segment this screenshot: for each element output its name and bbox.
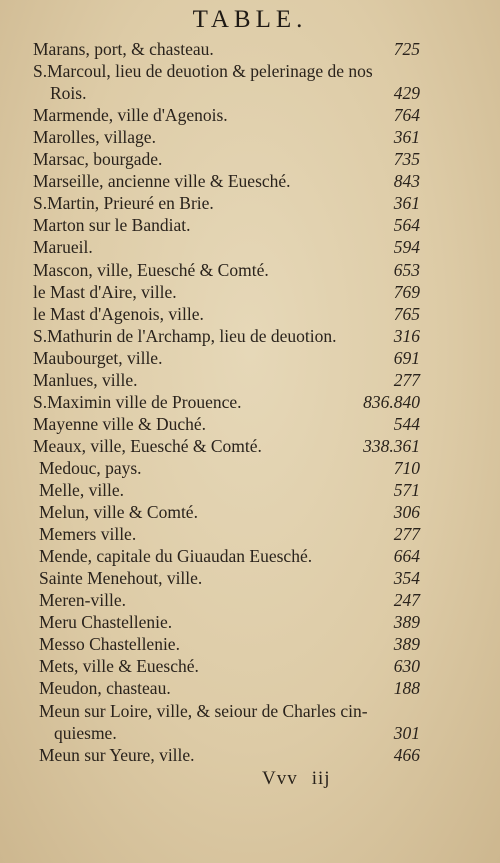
entry-page: 389	[393, 634, 420, 655]
entry-text: Meaux, ville, Euesché & Comté.	[33, 435, 262, 456]
index-entry	[33, 303, 420, 325]
index-entry	[33, 391, 420, 413]
index-entry	[50, 82, 420, 104]
entry-page: 389	[393, 612, 420, 633]
index-entry	[39, 589, 420, 611]
entry-text: Meren-ville.	[39, 590, 126, 611]
signature-letters: Vvv	[262, 768, 298, 789]
index-entry	[33, 104, 420, 126]
entry-text: Marueil.	[33, 237, 93, 258]
entry-page: 764	[393, 105, 420, 126]
index-entry	[33, 126, 420, 148]
index-entry	[39, 501, 420, 523]
entry-page: 277	[393, 369, 420, 390]
index-entry	[33, 170, 420, 192]
entry-page: 765	[393, 303, 420, 324]
entry-text: Marolles, village.	[33, 127, 156, 148]
index-entry	[33, 60, 420, 82]
entry-page: 691	[393, 347, 420, 368]
index-entry	[39, 700, 420, 722]
index-entry	[33, 369, 420, 391]
entry-page: 338.361	[363, 435, 420, 456]
index-entry	[33, 192, 420, 214]
entry-page: 306	[393, 502, 420, 523]
entry-text: Messo Chastellenie.	[39, 634, 180, 655]
entry-page: 247	[393, 590, 420, 611]
entry-text: S.Marcoul, lieu de deuotion & pelerinage de nos	[33, 61, 373, 82]
entry-page: 769	[393, 281, 420, 302]
entry-text: Marsac, bourgade.	[33, 149, 163, 170]
index-entry	[39, 567, 420, 589]
entry-page: 594	[393, 237, 420, 258]
entry-text: S.Martin, Prieuré en Brie.	[33, 193, 214, 214]
entry-page: 710	[393, 457, 420, 478]
entry-page: 361	[393, 127, 420, 148]
entry-text: Melun, ville & Comté.	[39, 502, 198, 523]
entry-text: Meun sur Loire, ville, & seiour de Charles cin-	[39, 700, 368, 721]
index-entry	[33, 236, 420, 258]
entry-text: Mascon, ville, Euesché & Comté.	[33, 259, 269, 280]
index-entry	[39, 633, 420, 655]
entry-page: 188	[393, 678, 420, 699]
entry-page: 571	[393, 480, 420, 500]
index-entry	[39, 655, 420, 677]
entry-page: 544	[393, 413, 420, 434]
index-entry	[33, 325, 420, 347]
index-entry	[33, 435, 420, 457]
entry-text: Rois.	[50, 83, 87, 104]
entry-page: 277	[393, 524, 420, 545]
entry-page: 316	[393, 325, 420, 346]
entry-page: 301	[393, 722, 420, 743]
entry-text: Memers ville.	[39, 524, 137, 545]
index-entry	[33, 259, 420, 281]
index-entry	[33, 347, 420, 369]
entry-text: Meru Chastellenie.	[39, 612, 173, 633]
entry-text: le Mast d'Aire, ville.	[33, 281, 177, 302]
entry-text: le Mast d'Agenois, ville.	[33, 303, 204, 324]
entry-text: S.Mathurin de l'Archamp, lieu de deuotion.	[33, 325, 337, 346]
entry-page: 564	[393, 215, 420, 236]
entry-text: quiesme.	[54, 722, 117, 743]
entry-page: 664	[393, 546, 420, 567]
entry-text: Meudon, chasteau.	[39, 678, 171, 699]
entry-text: Manlues, ville.	[33, 369, 138, 390]
entry-page: 630	[393, 656, 420, 677]
entry-page: 836.840	[363, 391, 420, 412]
index-entry	[33, 148, 420, 170]
entry-page: 725	[393, 39, 420, 59]
entry-text: Marseille, ancienne ville & Euesché.	[33, 171, 291, 192]
entry-text: S.Maximin ville de Prouence.	[33, 391, 242, 412]
index-entry	[39, 677, 420, 699]
entry-page: 429	[393, 83, 420, 104]
entry-text: Mayenne ville & Duché.	[33, 413, 207, 434]
index-entry	[39, 457, 420, 479]
entry-text: Mende, capitale du Giuaudan Euesché.	[39, 546, 313, 567]
entry-text: Sainte Menehout, ville.	[39, 568, 203, 589]
index-entry	[39, 523, 420, 545]
index-entry	[39, 611, 420, 633]
page-header: TABLE.	[192, 6, 308, 33]
entry-page: 653	[393, 259, 420, 280]
entry-text: Meun sur Yeure, ville.	[39, 744, 195, 765]
entry-text: Melle, ville.	[39, 480, 125, 500]
index-entry	[33, 413, 420, 435]
entry-text: Medouc, pays.	[39, 457, 142, 478]
entry-page: 735	[393, 149, 420, 170]
entry-text: Maubourget, ville.	[33, 347, 163, 368]
entry-text: Marmende, ville d'Agenois.	[33, 105, 228, 126]
index-entry	[33, 281, 420, 303]
index-entry	[33, 38, 420, 60]
index-entry	[39, 744, 420, 766]
index-entry	[39, 479, 420, 501]
entry-page: 354	[393, 568, 420, 589]
signature-number: iij	[311, 768, 331, 789]
entry-page: 843	[393, 171, 420, 192]
index-entry	[33, 214, 420, 236]
entry-text: Marans, port, & chasteau.	[33, 39, 214, 59]
entry-page: 361	[393, 193, 420, 214]
index-entry	[39, 545, 420, 567]
entry-page: 466	[393, 744, 420, 765]
index-entry	[54, 722, 420, 744]
entry-text: Marton sur le Bandiat.	[33, 215, 191, 236]
signature-mark	[262, 768, 331, 790]
entry-text: Mets, ville & Euesché.	[39, 656, 199, 677]
